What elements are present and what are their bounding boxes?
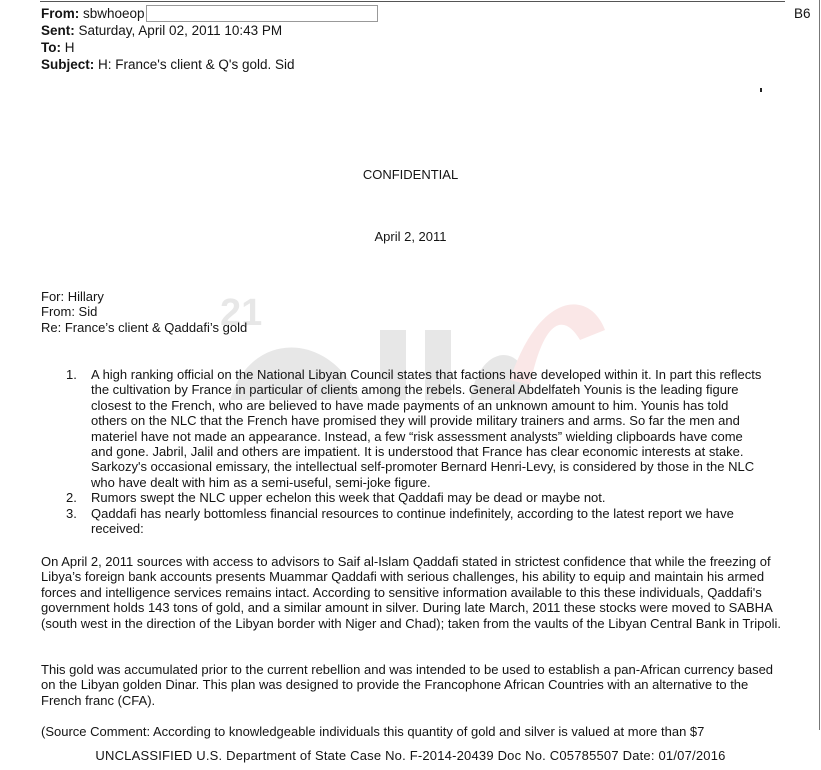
list-number: 3. [66,505,77,521]
memo-for: For: Hillary [41,289,104,304]
from-label: From: [41,6,80,21]
header-to [41,39,75,56]
sent-value: Saturday, April 02, 2011 10:43 PM [78,23,283,38]
to-value: H [64,40,75,55]
memo-from: From: Sid [41,304,98,320]
right-border-line [819,0,820,730]
redaction-code: B6 [794,6,811,21]
memo-re: Re: France’s client & Qaddafi’s gold [41,319,248,335]
list-number: 2. [66,490,77,506]
list-item [66,367,766,490]
memo-date: April 2, 2011 [374,229,447,244]
scan-mark [760,88,762,92]
list-item [66,490,766,505]
subject-value: H: France's client & Q's gold. Sid [98,57,295,72]
list-number: 1. [66,367,77,382]
watermark-number: 21 [220,292,263,334]
from-value: sbwhoeop [83,6,145,21]
top-border-line [40,1,785,2]
numbered-list [66,367,766,536]
list-text: A high ranking official on the National Libyan Council states that factions have developed within it. In part this reflects the cultivation by France in particular of clients among the rebels. General Abdelfateh Younis is the leading figure closest to the French, who are believed to have made payments of an unknown amount to him. Younis has told others on the NLC that the French have promised they will provide military trainers and arms. So far the men and materiel have not made an appearance. Instead, a few “risk assessment analysts” wielding clipboards have come and gone. Jabril, Jalil and others are impatient. It is understood that France has clear economic interests at stake. Sarkozy's occasional emissary, the intellectual self-promoter Bernard Henri-Levy, is considered by those in the NLC who have dealt with him as a semi-useful, semi-joke figure. [91,367,762,490]
classification-heading: CONFIDENTIAL [362,167,459,182]
list-item [66,506,766,537]
list-text: Qaddafi has nearly bottomless financial resources to continue indefinitely, according to the latest report we have received: [91,505,734,537]
body-paragraph: This gold was accumulated prior to the current rebellion and was intended to be used to establish a pan-African currency based on the Libyan golden Dinar. This plan was designed to provide the Francophone African Countries with an alternative to the French franc (CFA). [41,662,774,708]
to-label: To: [41,40,61,55]
header-from [41,5,378,22]
declassification-footer: UNCLASSIFIED U.S. Department of State Case No. F-2014-20439 Doc No. C05785507 Date: 01/07/2016 [95,748,726,763]
body-paragraph: On April 2, 2011 sources with access to advisors to Saif al-Islam Qaddafi stated in strictest confidence that while the freezing of Libya’s foreign bank accounts presents Muammar Qaddafi with serious challenges, his ability to equip and maintain his armed forces and intelligence services remains intact. According to sensitive information available to this these individuals, Qaddafi's government holds 143 tons of gold, and a similar amount in silver. During late March, 2011 these stocks were moved to SABHA (south west in the direction of the Libyan border with Niger and Chad); taken from the vaults of the Libyan Central Bank in Tripoli. [41,554,781,631]
header-subject [41,56,295,73]
redaction-box [146,5,378,22]
list-text: Rumors swept the NLC upper echelon this week that Qaddafi may be dead or maybe not. [91,490,606,506]
header-sent [41,22,282,39]
source-comment: (Source Comment: According to knowledgeable individuals this quantity of gold and silver is valued at more than $7 [41,724,705,739]
subject-label: Subject: [41,57,95,72]
memo-header [41,289,247,335]
sent-label: Sent: [41,23,75,38]
